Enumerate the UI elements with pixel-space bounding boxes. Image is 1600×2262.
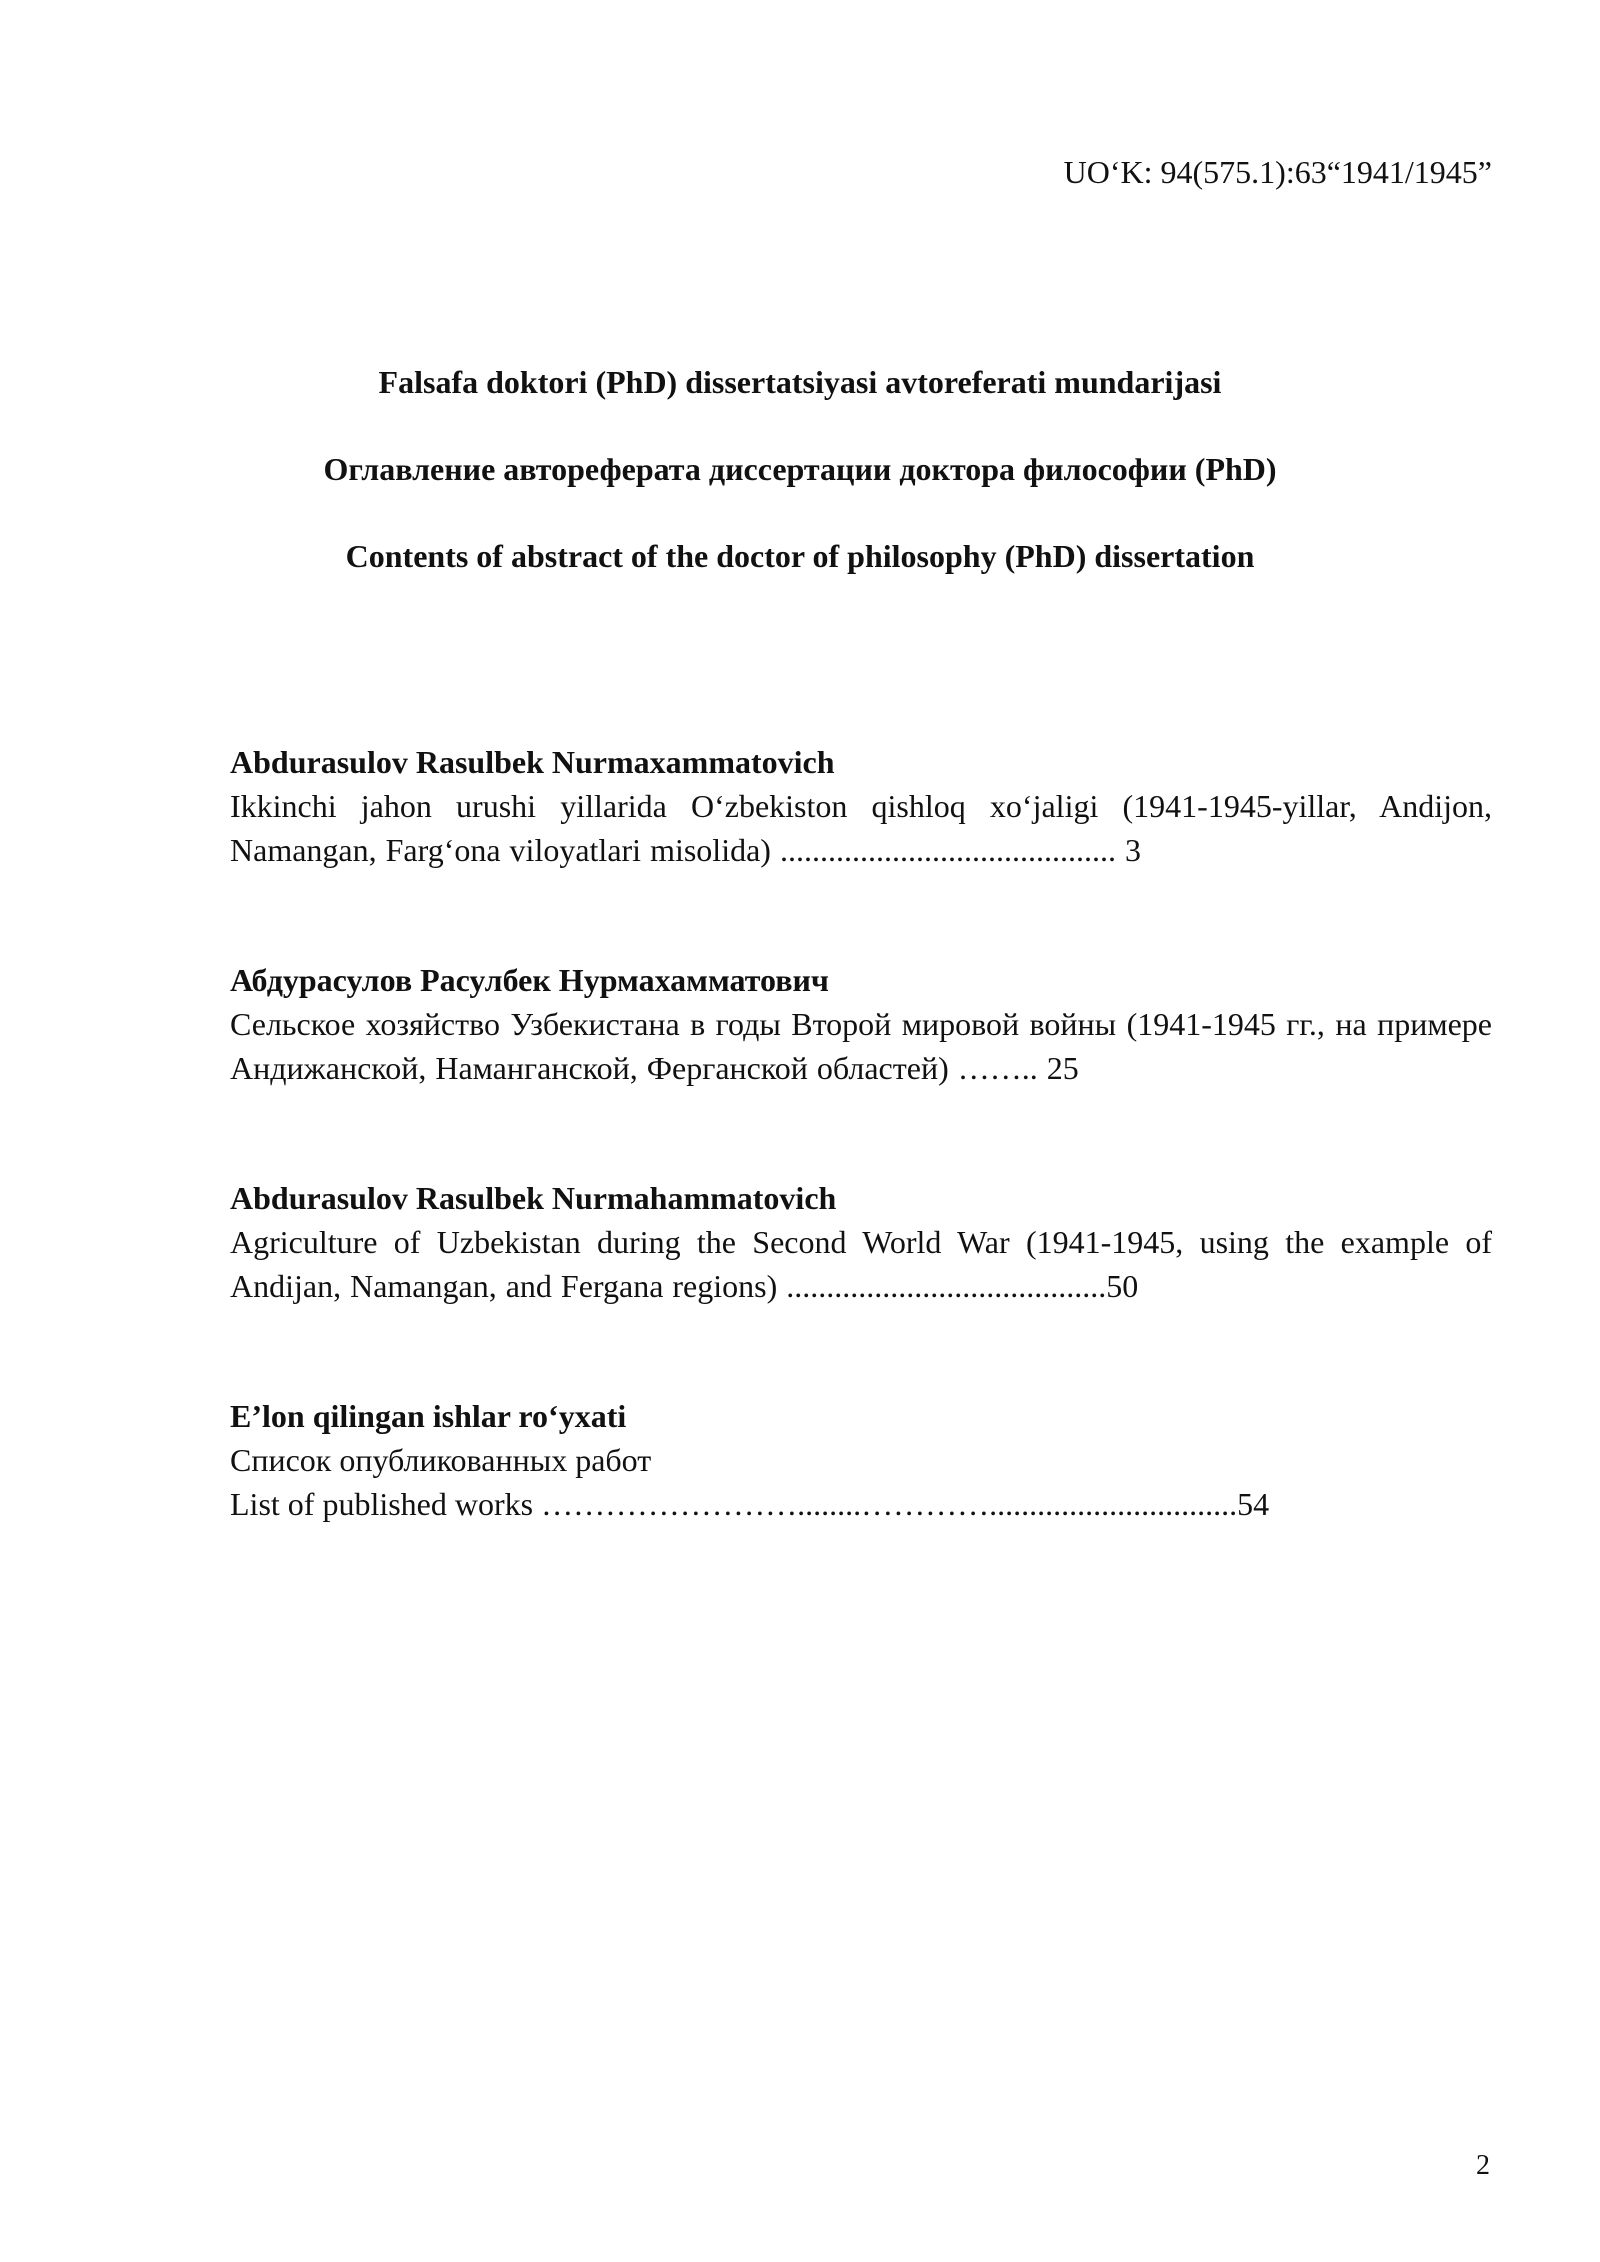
toc-entry-author: Abdurasulov Rasulbek Nurmaxammatovich [230, 744, 835, 780]
title-english: Contents of abstract of the doctor of philosophy (PhD) dissertation [345, 538, 1255, 574]
page-number: 2 [1476, 2150, 1490, 2181]
toc-entry-published-works[interactable] [230, 1394, 1492, 1526]
toc-entry-description: Сельское хозяйство Узбекистана в годы Второй мировой войны (1941-1945 гг., на примере Андижанской, Наманганской, Ферганской областей) …….. 25 [230, 1006, 1492, 1086]
title-russian: Оглавление автореферата диссертации доктора философии (PhD) [323, 451, 1277, 487]
toc-entry-author: Abdurasulov Rasulbek Nurmahammatovich [230, 1180, 837, 1216]
udc-code: UO‘K: 94(575.1):63“1941/1945” [1063, 154, 1492, 190]
table-of-contents [230, 740, 1492, 1612]
toc-entry-heading: E’lon qilingan ishlar ro‘yxati [230, 1398, 627, 1434]
contents-titles [0, 362, 1600, 623]
toc-entry-line-english: List of published works ……………………........…………...............................54 [230, 1486, 1270, 1522]
toc-entry-uzbek[interactable] [230, 740, 1492, 872]
toc-entry-description: Ikkinchi jahon urushi yillarida O‘zbekiston qishloq xo‘jaligi (1941-1945-yillar, Andijon, Namangan, Farg‘ona viloyatlari misolida) .......................................... 3 [230, 788, 1492, 868]
toc-entry-english[interactable] [230, 1176, 1492, 1308]
toc-entry-description: Agriculture of Uzbekistan during the Second World War (1941-1945, using the example of Andijan, Namangan, and Fergana regions) ........................................50 [230, 1224, 1492, 1304]
toc-entry-line-russian: Список опубликованных работ [230, 1442, 652, 1478]
toc-entry-author: Абдурасулов Расулбек Нурмахамматович [230, 962, 829, 998]
title-uzbek: Falsafa doktori (PhD) dissertatsiyasi avtoreferati mundarijasi [378, 364, 1222, 400]
toc-entry-russian[interactable] [230, 958, 1492, 1090]
